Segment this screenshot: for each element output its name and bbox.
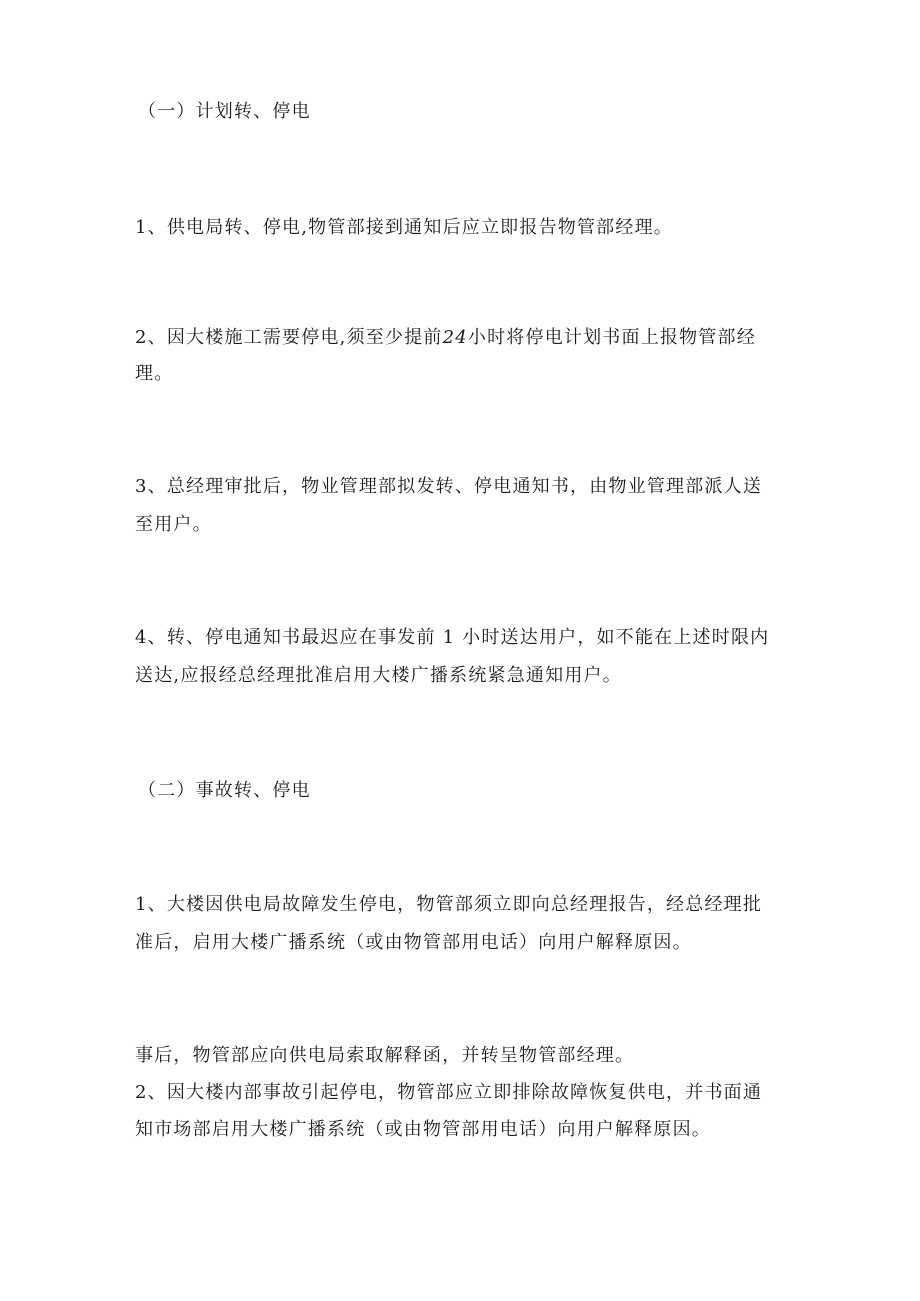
planned-item-4-line-2: 送达,应报经总经理批准启用大楼广播系统紧急通知用户。 [135, 665, 622, 686]
accident-item-2-line-1: 2、因大楼内部事故引起停电，物管部应立即排除故障恢复供电，并书面通 [135, 1082, 763, 1103]
planned-item-3-line-2: 至用户。 [135, 514, 212, 535]
planned-item-2-text-b: 小时将停电计划书面上报物管部经 [467, 327, 756, 348]
accident-followup-line: 事后，物管部应向供电局索取解释函，并转呈物管部经理。 [135, 1045, 635, 1066]
section-heading-planned-outage: （一）计划转、停电 [138, 101, 311, 122]
accident-item-1-line-2: 准后，启用大楼广播系统（或由物管部用电话）向用户解释原因。 [135, 932, 692, 953]
accident-item-2-line-2: 知市场部启用大楼广播系统（或由物管部用电话）向用户解释原因。 [135, 1119, 711, 1140]
planned-item-3-line-1: 3、总经理审批后，物业管理部拟发转、停电通知书，由物业管理部派人送 [135, 476, 763, 497]
planned-item-2-text-a: 2、因大楼施工需要停电,须至少提前 [135, 327, 443, 348]
planned-item-1: 1、供电局转、停电,物管部接到通知后应立即报告物管部经理。 [135, 217, 673, 238]
section-heading-accident-outage: （二）事故转、停电 [138, 780, 311, 801]
planned-item-2-line-1 [135, 320, 790, 356]
planned-item-4-line-1: 4、转、停电通知书最迟应在事发前 1 小时送达用户，如不能在上述时限内 [135, 627, 770, 648]
accident-item-1-line-1: 1、大楼因供电局故障发生停电，物管部须立即向总经理报告，经总经理批 [135, 894, 763, 915]
planned-item-2-hours: 24 [442, 327, 468, 348]
planned-item-2-line-2: 理。 [135, 363, 174, 384]
